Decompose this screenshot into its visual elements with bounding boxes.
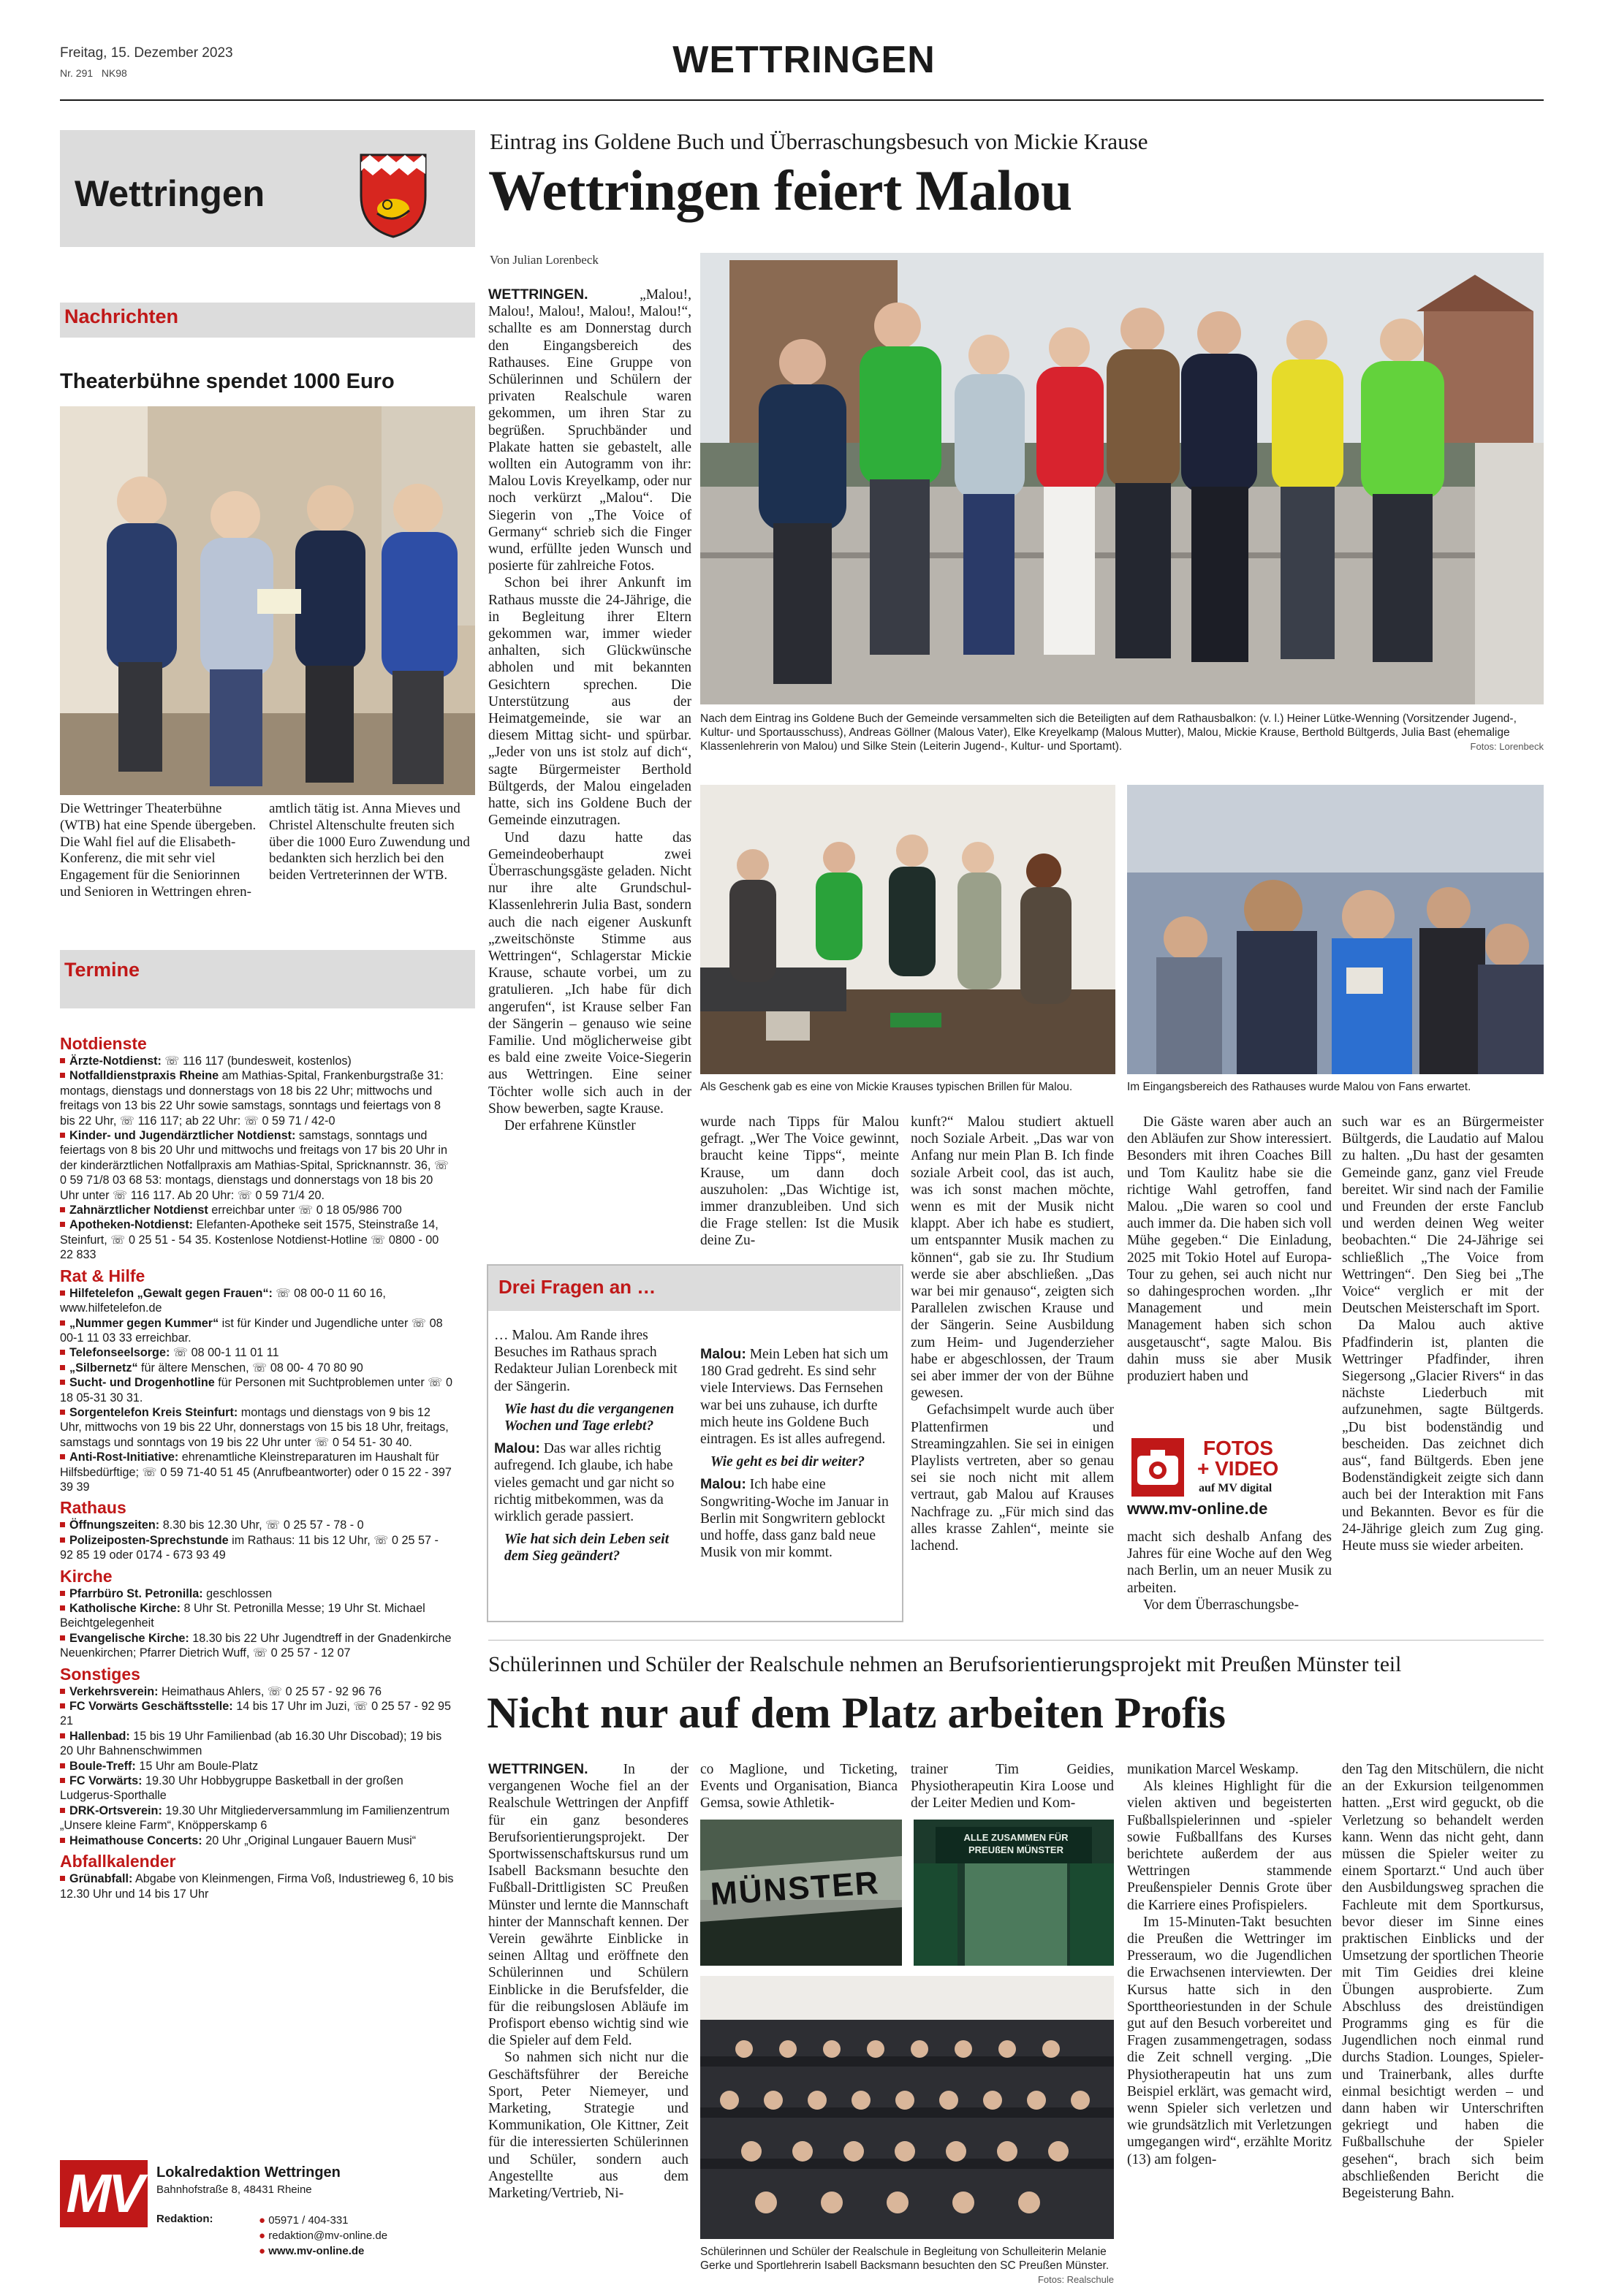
article2-col1-p2: So nahmen sich nicht nur die Geschäftsführer der Bereiche Sport, Peter Niemeyer, und Marketing, Strategie und Kommunikation, Ole Kittner, Zeit für die interessierten Schülerinnen und Schüler, sondern auch Angestellte aus dem Marketing/Vertrieb, Ni- bbox=[488, 2050, 689, 2202]
termine-item bbox=[60, 1128, 455, 1203]
termine-item-label: Sorgentelefon Kreis Steinfurt: bbox=[69, 1405, 238, 1419]
article1-col4-p1: Die Gäste waren aber auch an den Abläufen zur Show interessiert. Besonders mit ihren Coaches Bill und Tom Kaulitz habe sie die richtige Wahl getroffen, fand Malou. „Die waren so cool und auch immer da. Die haben sich voll Mühe gegeben.“ Die Einladung, 2025 mit Tokio Hotel auf Europa-Tour zu gehen, sei auch nicht nur so dahingesprochen worden. „Ihr Management und mein Management haben sich schon ausgetauscht“, sagte Malou. Bis dahin muss sie aber Musik produziert haben und bbox=[1127, 1114, 1332, 1385]
termine-item-label: Notfalldienstpraxis Rheine bbox=[69, 1069, 219, 1083]
header-rule bbox=[60, 99, 1544, 101]
termine-item-label: Zahnärztlicher Notdienst bbox=[69, 1204, 208, 1217]
termine-item-label: Ärzte-Notdienst: bbox=[69, 1054, 162, 1068]
tunnel-sign: ALLE ZUSAMMEN FÜR PREUßEN MÜNSTER bbox=[963, 1832, 1069, 1855]
termine-heading: Kirche bbox=[60, 1566, 113, 1586]
termine-item-label: „Silbernetz“ bbox=[69, 1361, 138, 1375]
termine-item bbox=[60, 1405, 455, 1450]
article2-headline: Nicht nur auf dem Platz arbeiten Profis bbox=[487, 1689, 1226, 1737]
issue-date: Freitag, 15. Dezember 2023 bbox=[60, 45, 233, 61]
article1-byline: Von Julian Lorenbeck bbox=[490, 253, 599, 267]
interview-q1: Wie hast du die vergangenen Wochen und Tage erlebt? bbox=[504, 1401, 675, 1434]
termine-item-label: Hallenbad: bbox=[69, 1729, 130, 1743]
article2-col4-p1: munikation Marcel Weskamp. bbox=[1127, 1762, 1299, 1777]
termine-item bbox=[60, 1518, 455, 1532]
stadium-sign: MÜNSTER bbox=[709, 1864, 881, 1913]
termine-item bbox=[60, 1217, 455, 1262]
termine-item-text: für ältere Menschen, ☏ 08 00- 4 70 80 90 bbox=[137, 1361, 363, 1375]
termine-item-label: FC Vorwärts Geschäftsstelle: bbox=[69, 1700, 233, 1714]
termine-item-text: ☏ 116 117 (bundesweit, kostenlos) bbox=[161, 1054, 352, 1068]
article1-headline: Wettringen feiert Malou bbox=[488, 159, 1072, 222]
termine-item bbox=[60, 1450, 455, 1494]
promo-line2: + VIDEO bbox=[1197, 1457, 1279, 1480]
termine-heading: Rat & Hilfe bbox=[60, 1266, 145, 1285]
interview-a2-label: Malou: bbox=[700, 1346, 746, 1362]
termine-item-label: Grünabfall: bbox=[69, 1872, 133, 1886]
termine-item bbox=[60, 1631, 455, 1661]
redaktion-title: Lokalredaktion Wettringen bbox=[156, 2164, 341, 2181]
main-photo-credit: Fotos: Lorenbeck bbox=[1470, 741, 1544, 752]
termine-item-text: 18.30 bis 22 Uhr Jugendtreff in der Gnadenkirche Neuenkirchen; Pfarrer Dietrich Wuff, ☏ 0 25 57 - 12 07 bbox=[60, 1631, 452, 1660]
article2-col3: trainer Tim Geidies, Physiotherapeutin Kira Loose und der Leiter Medien und Kom- bbox=[911, 1762, 1114, 1812]
article1-col5-p2: Da Malou auch aktive Pfadfinderin ist, planten die Wettringer Pfadfinder, ihren Siegersong „Glacier Rivers“ in das nächste Liederbuch mit aufzunehmen, sagte Bültgerds. „Du bist bodenständig und bescheiden. Das zeichnet dich aus“, fand Bültgerds. Eben jene Bodenständigkeit zeigte sich dann auch bei der Interaktion mit Fans und Bekannten. Bevor es für die 24-Jährige gleich zum Zug ging. Heute muss sie wieder arbeiten. bbox=[1342, 1318, 1544, 1554]
termine-item-label: Evangelische Kirche: bbox=[69, 1631, 189, 1645]
termine-heading: Sonstiges bbox=[60, 1664, 140, 1684]
nachrichten-label: Nachrichten bbox=[64, 305, 179, 327]
web-icon: ● bbox=[259, 2245, 266, 2257]
town-name: Wettringen bbox=[75, 173, 265, 214]
interview-intro: … Malou. Am Rande ihres Besuches im Rathaus sprach Redakteur Julian Lorenbeck mit der Sängerin. bbox=[494, 1328, 678, 1394]
termine-item-text: für Personen mit Suchtproblemen unter ☏ 0 18 05-31 30 31. bbox=[60, 1376, 453, 1404]
termine-item-text: 19.30 Uhr Hobbygruppe Basketball in der großen Ludgerus-Sporthalle bbox=[60, 1774, 403, 1803]
article1-photo2-caption: Als Geschenk gab es eine von Mickie Krauses typischen Brillen für Malou. bbox=[700, 1081, 1073, 1093]
termine-item bbox=[60, 1699, 455, 1729]
article2-col1-p1: In der vergangenen Woche fiel an der Realschule Wettringen der Anpfiff für ein ganz besonderes Berufsorientierungsprojekt. Der Sportwissenschaftskursus rund um Isabell Backsmann besuchte den Fußball-Drittligisten SC Preußen Münster und lernte die Mannschaft hinter der Mannschaft kennen. Der Verein gewährte Einblicke in seinen Alltag und eröffnete den Schülerinnen und Schülern Einblicke in die Berufsfelder, die für die reibungslosen Abläufe im Profisport ebenso wichtig sind wie die Spieler auf dem Feld. bbox=[488, 1762, 689, 2049]
article1-col1-p1: „Malou!, Malou!, Malou!, Malou!, Malou!“, schallte es am Donnerstag durch den Eingangsbereich des Rathauses. Eine Gruppe von Schülerinnen und Schülern der privaten Realschule waren gekommen, um ihren Star zu begrüßen. Spruchbänder und Plakate hatten sie gebastelt, alle wollten ein Autogramm von ihr: Malou Lovis Kreyelkamp, oder nur noch verkürzt „Malou“. Die Siegerin von „The Voice of Germany“ schrieb sich die Finger wund, erfüllte jeden Wunsch und posierte für zahlreiche Fotos. bbox=[488, 287, 691, 574]
termine-item-label: Öffnungszeiten: bbox=[69, 1518, 160, 1532]
news-title: Theaterbühne spendet 1000 Euro bbox=[60, 370, 395, 393]
termine-item-label: FC Vorwärts: bbox=[69, 1774, 143, 1788]
termine-label: Termine bbox=[64, 959, 140, 981]
article2-photo-stadium bbox=[700, 1820, 902, 1966]
redaktion-phone: 05971 / 404-331 bbox=[268, 2214, 349, 2227]
article1-photo-fans bbox=[1127, 785, 1544, 1074]
interview-q2: Wie hat sich dein Leben seit dem Sieg geändert? bbox=[504, 1532, 670, 1565]
article2-col1 bbox=[488, 1761, 689, 2202]
mv-logo: MV bbox=[60, 2160, 148, 2227]
interview-title: Drei Fragen an … bbox=[498, 1276, 656, 1298]
termine-item bbox=[60, 1345, 455, 1360]
termine-item-text: am Mathias-Spital, Frankenburgstraße 31: montags, dienstags und donnerstags von 18 bis 22 Uhr; mittwochs und freitags von 13 bis 22 Uhr sowie samstags, sonntags und feiertags von 8 bis 22 Uhr, ☏ 116 117; ab 22 Uhr: ☏ 0 59 71 / 42-0 bbox=[60, 1069, 444, 1128]
termine-item bbox=[60, 1533, 455, 1563]
promo-box[interactable] bbox=[1127, 1432, 1332, 1520]
article1-col1 bbox=[488, 286, 691, 1134]
article1-col1-p4: Der erfahrene Künstler bbox=[504, 1117, 636, 1133]
article1-col5 bbox=[1342, 1114, 1544, 1554]
phone-icon: ● bbox=[259, 2214, 266, 2227]
article1-col3-p2: Gefachsimpelt wurde auch über Plattenfirmen und Streamingzahlen. Sie sei in einigen Playlists vertreten, aber so genau sei sie noch nicht mit allem vertraut, gab Malou auf Krauses Nachfrage zu. „Für mich sind das alles krasse Zahlen“, meinte sie lachend. bbox=[911, 1402, 1114, 1554]
news-text-col1: Die Wettringer Theaterbühne (WTB) hat eine Spende übergeben. Die Wahl fiel auf die Elisabeth-Konferenz, die mit sehr viel Engagement für die Seniorinnen und Senioren in Wettringen ehren- bbox=[60, 801, 257, 900]
article2-col4-p2: Als kleines Highlight für die vielen aktiven und begeisterten Fußballspielerinnen und -spieler sowie Fußballfans des Kurses berichtete außerdem der aus Wettringen stammende Preußenspieler Dennis Grote über die Karriere eines Profispielers. bbox=[1127, 1779, 1332, 1913]
issue-edition: NK98 bbox=[101, 67, 127, 79]
termine-item bbox=[60, 1316, 455, 1346]
termine-item bbox=[60, 1054, 455, 1068]
article2-col4 bbox=[1127, 1761, 1332, 2168]
termine-item-text: 15 Uhr am Boule-Platz bbox=[135, 1759, 259, 1773]
article1-col1-p2: Schon bei ihrer Ankunft im Rathaus musste die 24-Jährige, die in Begleitung ihrer Eltern gekommen war, immer wieder anhalten, sich Glückwünsche abholen und mit bekannten Gesichtern sprechen. Die Unterstützung aus der Heimatgemeinde, sie war an diesem Mittag sicht- und spürbar. „Jeder von uns ist stolz auf dich“, sagte Bürgermeister Berthold Bültgerds, der Malou eingeladen hatte, sich ins Goldene Buch der Gemeinde einzutragen. bbox=[488, 575, 691, 829]
termine-item-text: 8.30 bis 12.30 Uhr, ☏ 0 25 57 - 78 - 0 bbox=[159, 1518, 364, 1532]
termine-item-label: „Nummer gegen Kummer“ bbox=[69, 1316, 219, 1330]
termine-item-label: DRK-Ortsverein: bbox=[69, 1803, 162, 1817]
article1-col2: wurde nach Tipps für Malou gefragt. „Wer The Voice gewinnt, braucht keine Tipps“, meinte Krause, um dann doch auszuholen: „Das Wichtige ist, immer dranzubleiben. Und sich die Frage stellen: Ist die Musik deine Zu- bbox=[700, 1114, 899, 1249]
article1-col5-p1: such war es an Bürgermeister Bültgerds, die Laudatio auf Malou zu halten. „Du hast der gesamten Gemeinde ganz, ganz viel Freude bereitet. Wir sind nach der Familie und Freunden der erste Fanclub und werden deinen Weg weiter beobachten.“ Die 24-Jährige sei schließlich „The Voice from Wettringen“. Den Sieg bei „The Voice“ verglich er mit der Deutschen Meisterschaft im Sport. bbox=[1342, 1114, 1544, 1317]
interview-a3: Ich habe eine Songwriting-Woche im Januar in Berlin mit Songwritern geblockt und hoffe, dass ganz bald neue Musik von mir kommt. bbox=[700, 1477, 889, 1561]
article1-main-caption bbox=[700, 712, 1544, 753]
termine-item-label: Kinder- und Jugendärztlicher Notdienst: bbox=[69, 1129, 296, 1143]
issue-nr: Nr. 291 bbox=[60, 67, 94, 79]
redaktion-address: Bahnhofstraße 8, 48431 Rheine bbox=[156, 2183, 312, 2196]
article1-col3-p1: kunft?“ Malou studiert aktuell noch Soziale Arbeit. „Das war von Anfang nur mein Plan B. Ich finde soziale Arbeit cool, das ist auch, was ich sonst machen möchte, wenn es mit der Musik nicht klappt. Aber ich habe es studiert, um entspannter Musik machen zu können“, gab sie zu. Ihr Studium werde sie aber abschließen. „Das war bei mir genauso“, zeigten sich Parallelen zwischen Krause und der Sängerin. Seine Ausbildung zum Heim- und Jugenderzieher habe er abgeschlossen, der Traum sei aber immer der von der Bühne gewesen. bbox=[911, 1114, 1114, 1402]
interview-col2 bbox=[700, 1346, 896, 1561]
termine-item bbox=[60, 1203, 455, 1217]
section-title: WETTRINGEN bbox=[672, 39, 936, 81]
termine-item-text: 8 Uhr St. Petronilla Messe; 19 Uhr St. Michael Beichtgelegenheit bbox=[60, 1602, 425, 1630]
article2-col2: co Maglione, und Ticketing, Events und Organisation, Bianca Gemsa, sowie Athletik- bbox=[700, 1762, 898, 1812]
termine-item-text: montags und dienstags von 9 bis 12 Uhr, mittwochs von 19 bis 22 Uhr, donnerstags von 15 bis 18 Uhr, freitags, samstags und sonntags von 19 bis 22 Uhr unter ☏ 0 54 51- 30 40. bbox=[60, 1405, 449, 1449]
termine-item-text: 19.30 Uhr Mitgliederversammlung im Familienzentrum „Unsere kleine Farm“, Knöpperskamp 6 bbox=[60, 1803, 450, 1833]
article1-col4-end bbox=[1127, 1529, 1332, 1613]
interview-a2: Mein Leben hat sich um 180 Grad gedreht. Es sind sehr viele Interviews. Das Fernsehen war bei uns zuhause, ich durfte mich heute ins Goldene Buch eintragen. Es ist alles aufregend. bbox=[700, 1347, 889, 1448]
main-caption-text: Nach dem Eintrag ins Goldene Buch der Gemeinde versammelten sich die Beteiligten auf dem Rathausbalkon: (v. l.) Heiner Lütke-Wenning (Vorsitzender Jugend-, Kultur- und Sportausschuss), Andreas Göllner (Malous Vater), Elke Kreyelkamp (Malous Mutter), Malou, Mickie Krause, Berthold Bültgerds, Julia Bast (ehemalige Klassenlehrerin von Malou) und Silke Stein (Leiterin Jugend-, Kultur- und Sportamt). bbox=[700, 712, 1517, 753]
termine-item-text: ehrenamtliche Kleinstreparaturen im Haushalt für Hilfsbedürftige; ☏ 0 59 71-40 51 45 (Anrufbeantworter) oder 0 15 22 - 397 39 39 bbox=[60, 1451, 452, 1494]
article2-col4-p3: Im 15-Minuten-Takt besuchten die Preußen die Wettringer im Presseraum, wo die Jugendlichen die Erwachsenen interviewten. Der Kursus hatte sich in den Sporttheoriestunden in der Schule gut auf den Besuch vorbereitet und Fragen zusammengetragen, sodass die Zeit schnell verging. „Die Physiotherapeutin hat uns zum Beispiel erklärt, was gemacht wird, wenn Spieler sich verletzen und wie grundsätzlich mit Verletzungen umgegangen wird“, erzählte Moritz (13) am folgen- bbox=[1127, 1914, 1332, 2167]
termine-item-text: samstags, sonntags und feiertags von 8 bis 20 Uhr und mittwochs und freitags von 17 bis 20 Uhr in der kinderärztlichen Notfallpraxis am Mathias-Spital, Spricknannstr. 36, ☏ 0 59 71/8 03 68 53: montags, dienstags und donnerstags von 18 bis 20 Uhr unter ☏ 116 117. Ab 20 Uhr: ☏ 0 59 71/4 20. bbox=[60, 1129, 450, 1202]
article1-col4 bbox=[1127, 1114, 1332, 1385]
interview-a1: Das war alles richtig aufregend. Ich glaube, ich habe vieles gemacht und gar nicht so richtig mitbekommen, was da wirklich gerade passiert. bbox=[494, 1441, 675, 1525]
interview-a1-label: Malou: bbox=[494, 1440, 540, 1457]
termine-item bbox=[60, 1286, 455, 1316]
termine-item bbox=[60, 1361, 455, 1375]
article1-photo-gift bbox=[700, 785, 1115, 1074]
termine-item-text: im Rathaus: 11 bis 12 Uhr, ☏ 0 25 57 - 92 85 19 oder 0174 - 673 93 49 bbox=[60, 1533, 439, 1562]
interview-col1 bbox=[494, 1327, 690, 1565]
article1-col4-p2: macht sich deshalb Anfang des Jahres für eine Woche auf den Weg nach Berlin, um an neuer Musik zu arbeiten. bbox=[1127, 1529, 1332, 1596]
article1-dateline: WETTRINGEN. bbox=[488, 286, 588, 303]
termine-item-text: erreichbar unter ☏ 0 18 05/986 700 bbox=[208, 1204, 402, 1217]
article2-photo-caption bbox=[700, 2245, 1114, 2287]
termine-item bbox=[60, 1803, 455, 1833]
termine-item bbox=[60, 1774, 455, 1803]
termine-item bbox=[60, 1684, 455, 1699]
redaktion-web[interactable]: www.mv-online.de bbox=[268, 2245, 365, 2257]
termine-item-label: Katholische Kirche: bbox=[69, 1602, 181, 1615]
termine-item-label: Anti-Rost-Initiative: bbox=[69, 1451, 179, 1464]
termine-item-text: ☏ 08 00-1 11 01 11 bbox=[170, 1346, 279, 1360]
mail-icon: ● bbox=[259, 2230, 266, 2242]
termine-item-label: Boule-Treff: bbox=[69, 1759, 136, 1773]
termine-item-label: Sucht- und Drogenhotline bbox=[69, 1376, 215, 1390]
redaktion-contacts bbox=[259, 2213, 387, 2259]
termine-item-label: Polizeiposten-Sprechstunde bbox=[69, 1533, 229, 1547]
article2-rule bbox=[488, 1640, 1544, 1641]
article2-photo-tunnel bbox=[914, 1820, 1114, 1966]
termine-item-text: geschlossen bbox=[202, 1586, 273, 1600]
termine-item bbox=[60, 1871, 455, 1901]
termine-heading: Notdienste bbox=[60, 1034, 147, 1053]
termine-item-label: Hilfetelefon „Gewalt gegen Frauen“: bbox=[69, 1286, 273, 1300]
news-photo bbox=[60, 406, 475, 795]
news-text-col2: amtlich tätig ist. Anna Mieves und Christel Altenschulte freuten sich über die 1000 Euro Zuwendung und bedankten sich herzlich bei den beiden Vertreterinnen der WTB. bbox=[269, 801, 470, 883]
termine-item-text: ist für Kinder und Jugendliche unter ☏ 08 00-1 11 03 33 erreichbar. bbox=[60, 1316, 443, 1345]
termine-item-label: Verkehrsverein: bbox=[69, 1684, 159, 1698]
termine-list bbox=[60, 1030, 455, 1901]
promo-line3: auf MV digital bbox=[1199, 1482, 1273, 1494]
termine-item-text: Abgabe von Kleinmengen, Firma Voß, Industrieweg 6, 10 bis 12.30 Uhr und 14 bis 17 Uhr bbox=[60, 1872, 454, 1901]
termine-heading: Rathaus bbox=[60, 1498, 126, 1518]
promo-line1: FOTOS bbox=[1203, 1437, 1273, 1459]
promo-url[interactable]: www.mv-online.de bbox=[1127, 1499, 1268, 1518]
coat-of-arms bbox=[358, 152, 428, 240]
article2-photo-credit: Fotos: Realschule bbox=[1037, 2274, 1114, 2285]
termine-item-text: Heimathaus Ahlers, ☏ 0 25 57 - 92 96 76 bbox=[158, 1684, 382, 1698]
article1-main-photo bbox=[700, 253, 1544, 704]
interview-q3: Wie geht es bei dir weiter? bbox=[710, 1454, 865, 1470]
article2-kicker: Schülerinnen und Schüler der Realschule nehmen an Berufsorientierungsprojekt mit Preußen Münster teil bbox=[488, 1653, 1402, 1676]
termine-item-text: 14 bis 17 Uhr im Juzi, ☏ 0 25 57 - 92 95 21 bbox=[60, 1700, 451, 1728]
termine-item bbox=[60, 1601, 455, 1631]
termine-item-label: Heimathouse Concerts: bbox=[69, 1833, 202, 1847]
termine-heading: Abfallkalender bbox=[60, 1852, 176, 1871]
termine-item bbox=[60, 1759, 455, 1774]
termine-item-text: Elefanten-Apotheke seit 1575, Steinstraße 14, Steinfurt, ☏ 0 25 51 - 54 35. Kostenlose Notdienst-Hotline ☏ 0800 - 00 22 833 bbox=[60, 1218, 439, 1262]
camera-icon bbox=[1131, 1438, 1184, 1497]
article1-col1-p3: Und dazu hatte das Gemeindeoberhaupt zwei Überraschungsgäste geladen. Nicht nur ihre alte Grundschul-Klassenlehrerin Julia Bast, sondern auch die nach eigener Auskunft „zweitschönste Stimme aus Wettringen“, Schlagerstar Mickie Krause, schaute vorbei, um zu gratulieren. „Ich habe für dich angerufen“, ist Krause selber Fan der Sängerin – genauso wie seine Familie. Und möglicherweise gibt es bald eine zweite Voice-Siegerin aus Wettringen. Eine seiner Töchter wolle sich auch in der Show bewerben, sagte Krause. bbox=[488, 829, 691, 1117]
article1-photo3-caption: Im Eingangsbereich des Rathauses wurde Malou von Fans erwartet. bbox=[1127, 1081, 1471, 1093]
interview-a3-label: Malou: bbox=[700, 1476, 746, 1493]
termine-item-label: Telefonseelsorge: bbox=[69, 1346, 170, 1360]
article2-col5: den Tag den Mitschülern, die nicht an der Exkursion teilgenommen hatten. „Erst wird geguckt, ob die Verletzung so behandelt werden kann. Wenn das nicht geht, dann müssen die Spieler weiter zu einem Sportarzt.“ Und auch über den Ausbildungsweg sprachen die Fachleute mit dem Sportkursus, bevor dieser im Sinne eines praktischen Einblicks und der Umsetzung der sportlichen Theorie mit Tim Geidies drei kleine Übungen ausprobierte. Zum Abschluss des dreistündigen Programms ging es für die Jugendlichen noch einmal rund durchs Stadion. Lounges, Spieler- und Trainerbank, alles durfte einmal besichtigt werden – und dann haben wir Unterschriften gekriegt und haben die Fußballschuhe der Spieler gesehen“, brach sich beim abschließenden Bericht die Begeisterung Bahn. bbox=[1342, 1762, 1544, 2202]
article1-kicker: Eintrag ins Goldene Buch und Überraschungsbesuch von Mickie Krause bbox=[490, 129, 1148, 154]
termine-item-text: 20 Uhr „Original Lungauer Bauern Musi“ bbox=[202, 1833, 417, 1847]
termine-item-text: 15 bis 19 Uhr Familienbad (ab 16.30 Uhr Discobad); 19 bis 20 Uhr Bahnenschwimmen bbox=[60, 1729, 442, 1758]
article2-dateline: WETTRINGEN. bbox=[488, 1761, 588, 1777]
article2-photo-group bbox=[700, 1976, 1114, 2239]
termine-item bbox=[60, 1375, 455, 1405]
article1-col3 bbox=[911, 1114, 1114, 1554]
article2-caption-text: Schülerinnen und Schüler der Realschule in Begleitung von Schulleiterin Melanie Gerke und Sportlehrerin Isabell Backsmann besuchten den SC Preußen Münster. bbox=[700, 2246, 1110, 2272]
redaktion-label: Redaktion: bbox=[156, 2213, 213, 2225]
termine-item bbox=[60, 1068, 455, 1128]
termine-item bbox=[60, 1729, 455, 1759]
termine-item-label: Apotheken-Notdienst: bbox=[69, 1218, 194, 1232]
termine-item-text: ☏ 08 00-0 11 60 16, www.hilfetelefon.de bbox=[60, 1286, 386, 1315]
termine-item bbox=[60, 1586, 455, 1601]
termine-item bbox=[60, 1833, 455, 1848]
termine-item-label: Pfarrbüro St. Petronilla: bbox=[69, 1586, 203, 1600]
redaktion-email[interactable]: redaktion@mv-online.de bbox=[268, 2230, 388, 2242]
article1-col4-p3: Vor dem Überraschungsbe- bbox=[1143, 1597, 1299, 1613]
